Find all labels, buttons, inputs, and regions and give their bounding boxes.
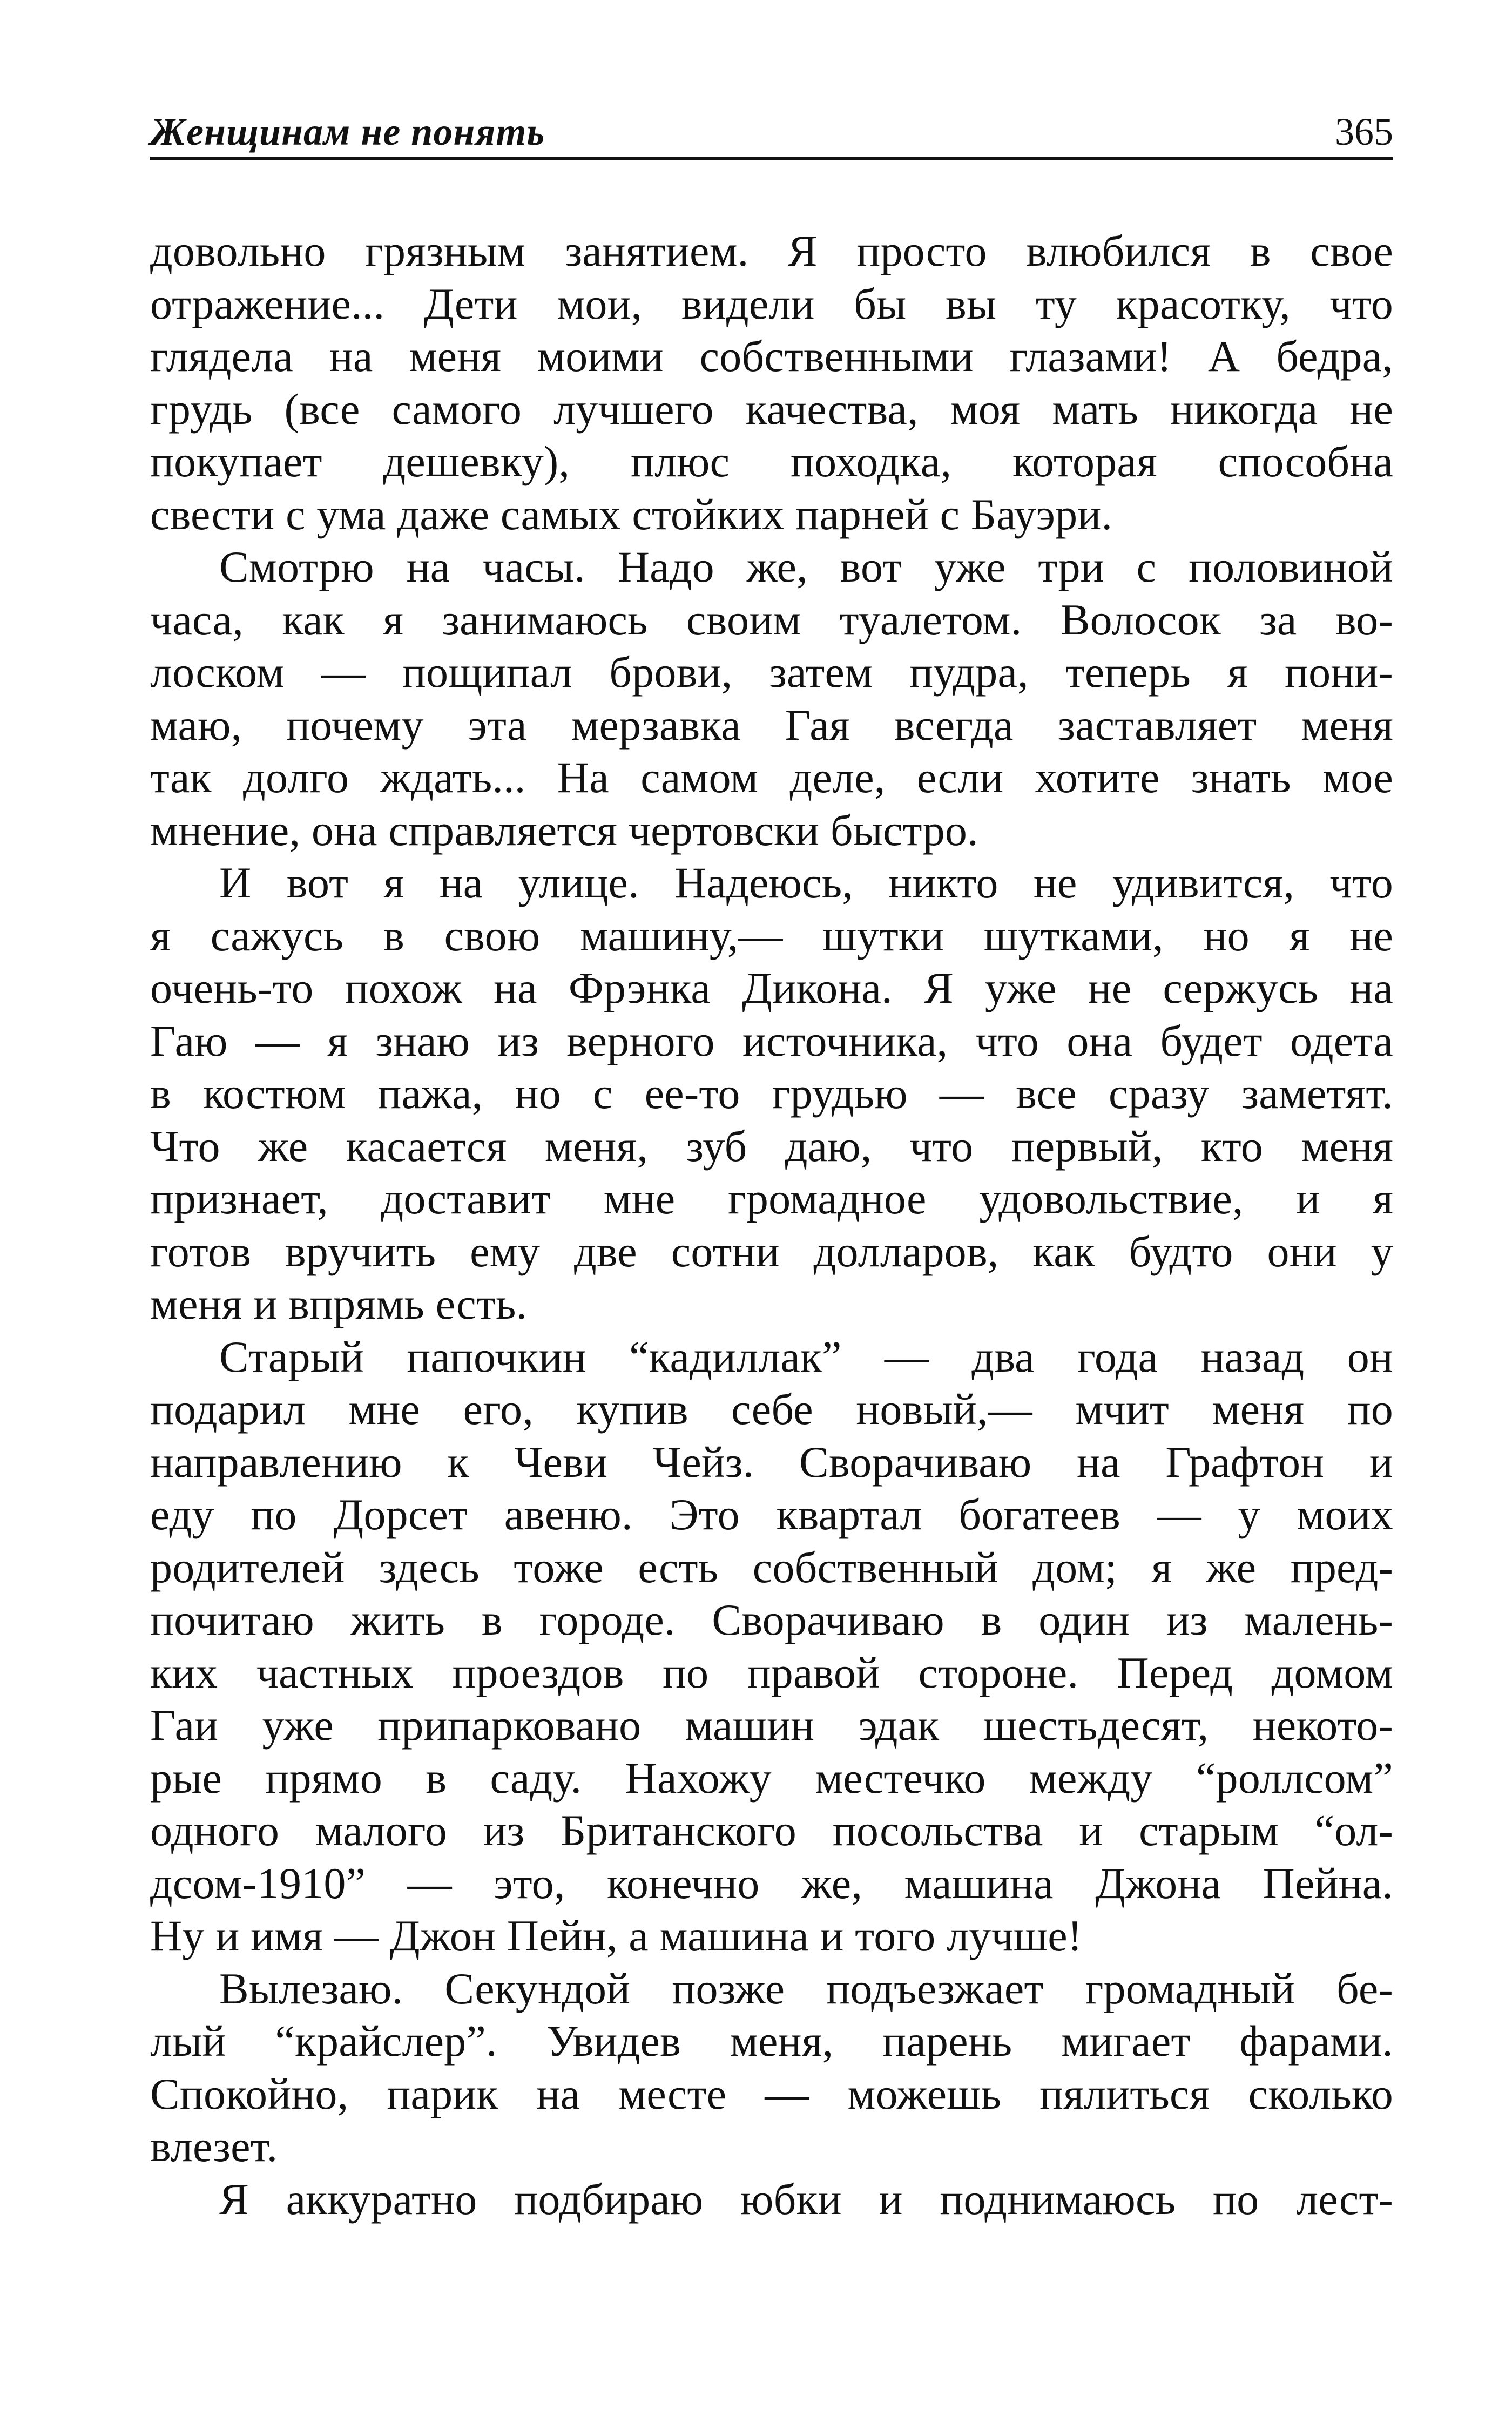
text-line: часа, как я занимаюсь своим туалетом. Волосок за во-	[150, 595, 1393, 644]
text-line: дсом-1910” — это, конечно же, машина Джона Пейна.	[150, 1858, 1393, 1908]
text-line: маю, почему эта мерзавка Гая всегда заставляет меня	[150, 700, 1393, 750]
text-line: признает, доставит мне громадное удовольствие, и я	[150, 1174, 1393, 1223]
text-line: почитаю жить в городе. Сворачиваю в один из малень-	[150, 1595, 1393, 1644]
text-line: ких частных проездов по правой стороне. Перед домом	[150, 1648, 1393, 1697]
text-line: одного малого из Британского посольства и старым “ол-	[150, 1806, 1393, 1855]
text-line: И вот я на улице. Надеюсь, никто не удивится, что	[219, 858, 1393, 907]
text-line: еду по Дорсет авеню. Это квартал богатеев — у моих	[150, 1490, 1393, 1539]
text-line: покупает дешевку), плюс походка, которая способна	[150, 437, 1393, 486]
text-line: готов вручить ему две сотни долларов, как будто они у	[150, 1226, 1393, 1276]
text-line: грудь (все самого лучшего качества, моя мать никогда не	[150, 384, 1393, 434]
text-line: отражение... Дети мои, видели бы вы ту красотку, что	[150, 279, 1393, 328]
book-page	[150, 103, 1393, 2225]
text-line: Что же касается меня, зуб даю, что первый, кто меня	[150, 1121, 1393, 1171]
text-line: я сажусь в свою машину,— шутки шутками, но я не	[150, 910, 1393, 960]
text-line: влезет.	[150, 2122, 278, 2171]
text-line: меня и впрямь есть.	[150, 1279, 528, 1328]
text-line: Старый папочкин “кадиллак” — два года назад он	[219, 1332, 1393, 1381]
text-line: лый “крайслер”. Увидев меня, парень мигает фарами.	[150, 2016, 1393, 2066]
text-line: родителей здесь тоже есть собственный дом; я же пред-	[150, 1542, 1393, 1592]
text-line: глядела на меня моими собственными глазами! А бедра,	[150, 332, 1393, 381]
text-line: Я аккуратно подбираю юбки и поднимаюсь по лест-	[219, 2174, 1393, 2224]
running-header	[150, 103, 1393, 160]
text-line: довольно грязным занятием. Я просто влюбился в свое	[150, 226, 1393, 275]
text-line: так долго ждать... На самом деле, если хотите знать мое	[150, 753, 1393, 802]
text-line: мнение, она справляется чертовски быстро.	[150, 805, 978, 855]
running-title: Женщинам не понять	[150, 110, 545, 153]
text-line: свести с ума даже самых стойких парней с Бауэри.	[150, 489, 1113, 539]
text-line: Смотрю на часы. Надо же, вот уже три с половиной	[219, 542, 1393, 591]
text-line: Гаи уже припарковано машин эдак шестьдесят, некото-	[150, 1700, 1393, 1750]
text-line: очень-то похож на Фрэнка Дикона. Я уже не сержусь на	[150, 963, 1393, 1013]
text-line: Гаю — я знаю из верного источника, что она будет одета	[150, 1016, 1393, 1065]
text-line: в костюм пажа, но с ее-то грудью — все сразу заметят.	[150, 1069, 1393, 1118]
text-line: Спокойно, парик на месте — можешь пялиться сколько	[150, 2069, 1393, 2118]
text-line: лоском — пощипал брови, затем пудра, теперь я пони-	[150, 647, 1393, 697]
text-line: подарил мне его, купив себе новый,— мчит меня по	[150, 1385, 1393, 1434]
text-line: направлению к Чеви Чейз. Сворачиваю на Графтон и	[150, 1437, 1393, 1487]
page-number: 365	[1335, 110, 1393, 153]
text-line: рые прямо в саду. Нахожу местечко между “роллсом”	[150, 1753, 1393, 1803]
text-line: Ну и имя — Джон Пейн, а машина и того лучше!	[150, 1911, 1083, 1960]
text-line: Вылезаю. Секундой позже подъезжает громадный бе-	[219, 1963, 1393, 2013]
body-text	[150, 225, 1393, 2225]
